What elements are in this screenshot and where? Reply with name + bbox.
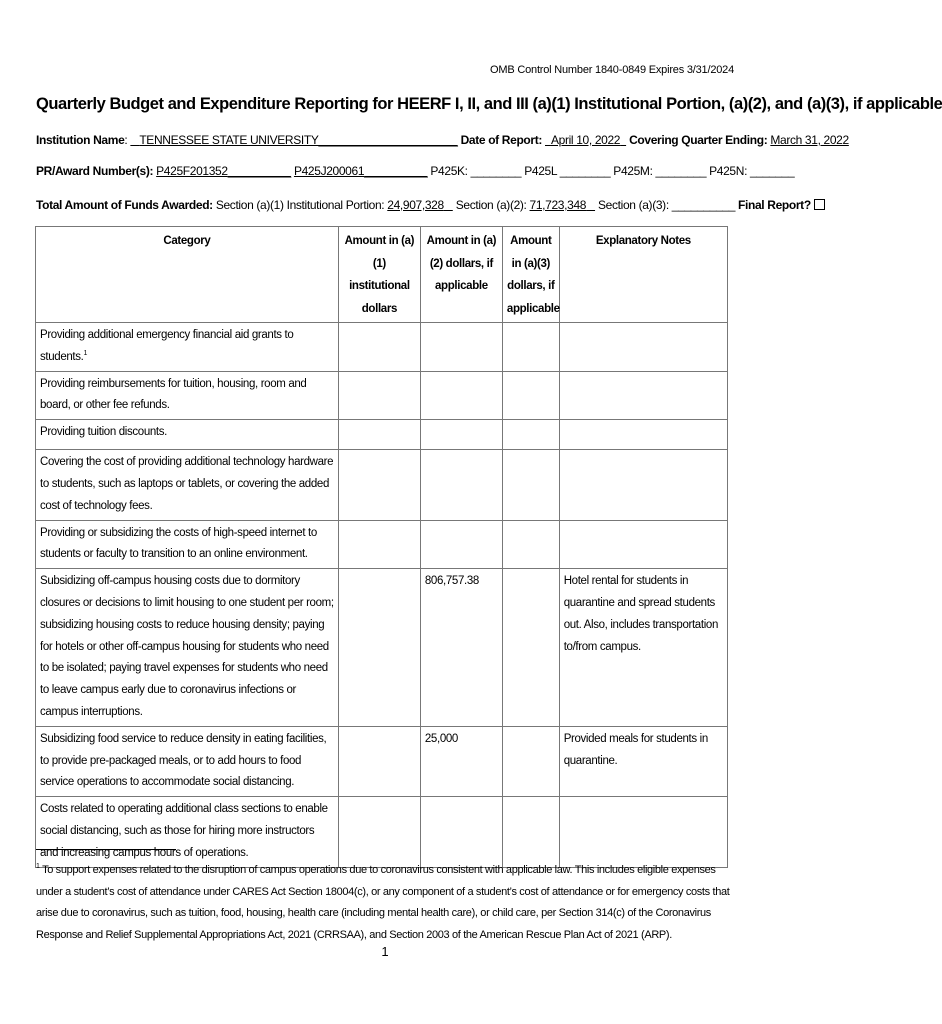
notes-cell[interactable]: Provided meals for students in quarantine. [559,726,727,796]
funds-awarded-label: Total Amount of Funds Awarded: [36,198,213,212]
table-header-row [36,227,728,323]
notes-cell[interactable]: Hotel rental for students in quarantine and spread students out. Also, includes transportation to/from campus. [559,569,727,727]
covering-quarter-value: March 31, 2022 [770,133,849,147]
header-amount-a3: Amount in (a)(3) dollars, if applicable [502,227,559,323]
footnote-reference: 1 [83,349,88,357]
amount-a1-cell[interactable] [338,726,420,796]
amount-a1-cell[interactable] [338,371,420,420]
award-numbers-label: PR/Award Number(s): [36,164,154,178]
notes-cell[interactable] [559,520,727,569]
institution-name-value: TENNESSEE STATE UNIVERSITY [139,133,319,147]
amount-a3-cell[interactable] [502,323,559,372]
amount-a1-cell[interactable] [338,420,420,450]
amount-a3-cell[interactable] [502,797,559,867]
amount-a2-cell[interactable] [420,371,502,420]
award-p425f: P425F201352 [156,164,228,178]
award-p425j: P425J200061 [293,164,365,178]
award-numbers-line: PR/Award Number(s): P425F201352__________ P425J200061__________ P425K: ________ P425L ________ P425M: ________ P425N: _______ [36,164,795,178]
omb-control-number: OMB Control Number 1840-0849 Expires 3/31/2024 [490,64,734,76]
category-cell: Covering the cost of providing additional technology hardware to students, such as laptops or tablets, or covering the added cost of technology fees. [36,450,339,520]
category-cell: Subsidizing off-campus housing costs due to dormitory closures or decisions to limit housing to one student per room; subsidizing housing costs to reduce housing density; paying for hotels or other off-campus housing for students who need to be isolated; paying travel expenses for students who need to leave campus early due to coronavirus infections or campus interruptions. [36,569,339,727]
category-cell: Costs related to operating additional class sections to enable social distancing, such as those for hiring more instructors and increasing campus hours of operations. [36,797,339,867]
amount-a2-cell[interactable] [420,323,502,372]
date-of-report-label: Date of Report: [460,133,543,147]
amount-a3-cell[interactable] [502,520,559,569]
table-row [36,520,728,569]
section-a2-label: Section (a)(2): [455,198,527,212]
amount-a3-cell[interactable] [502,371,559,420]
amount-a3-cell[interactable] [502,420,559,450]
amount-a1-cell[interactable] [338,569,420,727]
notes-cell[interactable] [559,323,727,372]
amount-a1-cell[interactable] [338,797,420,867]
award-p425l-label: P425L [524,164,557,178]
category-cell: Providing or subsidizing the costs of high-speed internet to students or faculty to transition to an online environment. [36,520,339,569]
header-explanatory-notes: Explanatory Notes [559,227,727,323]
institution-line: Institution Name: TENNESSEE STATE UNIVERSITY______________________ Date of Report: April 10, 2022 Covering Quarter Ending: March 31, 2022 [36,133,849,147]
expenditure-table [35,226,728,868]
table-row [36,420,728,450]
amount-a2-cell[interactable]: 25,000 [420,726,502,796]
report-title: Quarterly Budget and Expenditure Reporting for HEERF I, II, and III (a)(1) Institutional Portion, (a)(2), and (a)(3), if applicable [36,95,942,113]
amount-a1-cell[interactable] [338,450,420,520]
amount-a2-cell[interactable]: 806,757.38 [420,569,502,727]
header-category: Category [36,227,339,323]
final-report-label: Final Report? [738,198,811,212]
notes-cell[interactable] [559,371,727,420]
footnote [36,860,736,946]
amount-a1-cell[interactable] [338,520,420,569]
date-of-report-value: April 10, 2022 [550,133,621,147]
footnote-text: To support expenses related to the disruption of campus operations due to coronavirus consistent with applicable law. This includes eligible expenses under a student’s cost of attendance under CARES Act Section 18004(c), or any component of a student’s cost of attendance or for emergency costs that arise due to coronavirus, such as tuition, food, housing, health care (including mental health care), or child care, per Section 314(c) of the Coronavirus Response and Relief Supplemental Appropriations Act, 2021 (CRRSAA), and Section 2003 of the American Rescue Plan Act of 2021 (ARP). [36,864,730,941]
final-report-checkbox[interactable] [814,199,825,210]
award-p425n-label: P425N: [709,164,748,178]
page-number: 1 [381,944,389,959]
category-cell: Providing reimbursements for tuition, housing, room and board, or other fee refunds. [36,371,339,420]
amount-a3-cell[interactable] [502,726,559,796]
header-amount-a2: Amount in (a)(2) dollars, if applicable [420,227,502,323]
amount-a3-cell[interactable] [502,450,559,520]
category-cell: Subsidizing food service to reduce density in eating facilities, to provide pre-packaged meals, or to add hours to food service operations to accommodate social distancing. [36,726,339,796]
header-amount-a1: Amount in (a)(1) institutional dollars [338,227,420,323]
notes-cell[interactable] [559,450,727,520]
notes-cell[interactable] [559,797,727,867]
table-row [36,797,728,867]
amount-a2-cell[interactable] [420,420,502,450]
footnote-marker: 1 [36,863,40,870]
section-a2-value: 71,723,348 [529,198,587,212]
table-row [36,371,728,420]
table-row [36,569,728,727]
section-a3-label: Section (a)(3): [598,198,669,212]
table-row [36,726,728,796]
category-cell: Providing tuition discounts. [36,420,339,450]
amount-a2-cell[interactable] [420,797,502,867]
covering-quarter-label: Covering Quarter Ending: [629,133,768,147]
section-a1-value: 24,907,328 [387,198,444,212]
amount-a2-cell[interactable] [420,520,502,569]
award-p425m-label: P425M: [613,164,653,178]
amount-a3-cell[interactable] [502,569,559,727]
table-row [36,323,728,372]
award-p425k-label: P425K: [430,164,468,178]
table-row [36,450,728,520]
section-a1-label: Section (a)(1) Institutional Portion: [215,198,385,212]
institution-name-label: Institution Name [36,133,125,147]
amount-a2-cell[interactable] [420,450,502,520]
category-cell: Providing additional emergency financial aid grants to students. [40,329,294,363]
notes-cell[interactable] [559,420,727,450]
footnote-divider [36,849,176,850]
amount-a1-cell[interactable] [338,323,420,372]
funds-awarded-line: Total Amount of Funds Awarded: Section (a)(1) Institutional Portion: 24,907,328 Section (a)(2): 71,723,348 Section (a)(3): __________ Final Report? [36,198,825,212]
